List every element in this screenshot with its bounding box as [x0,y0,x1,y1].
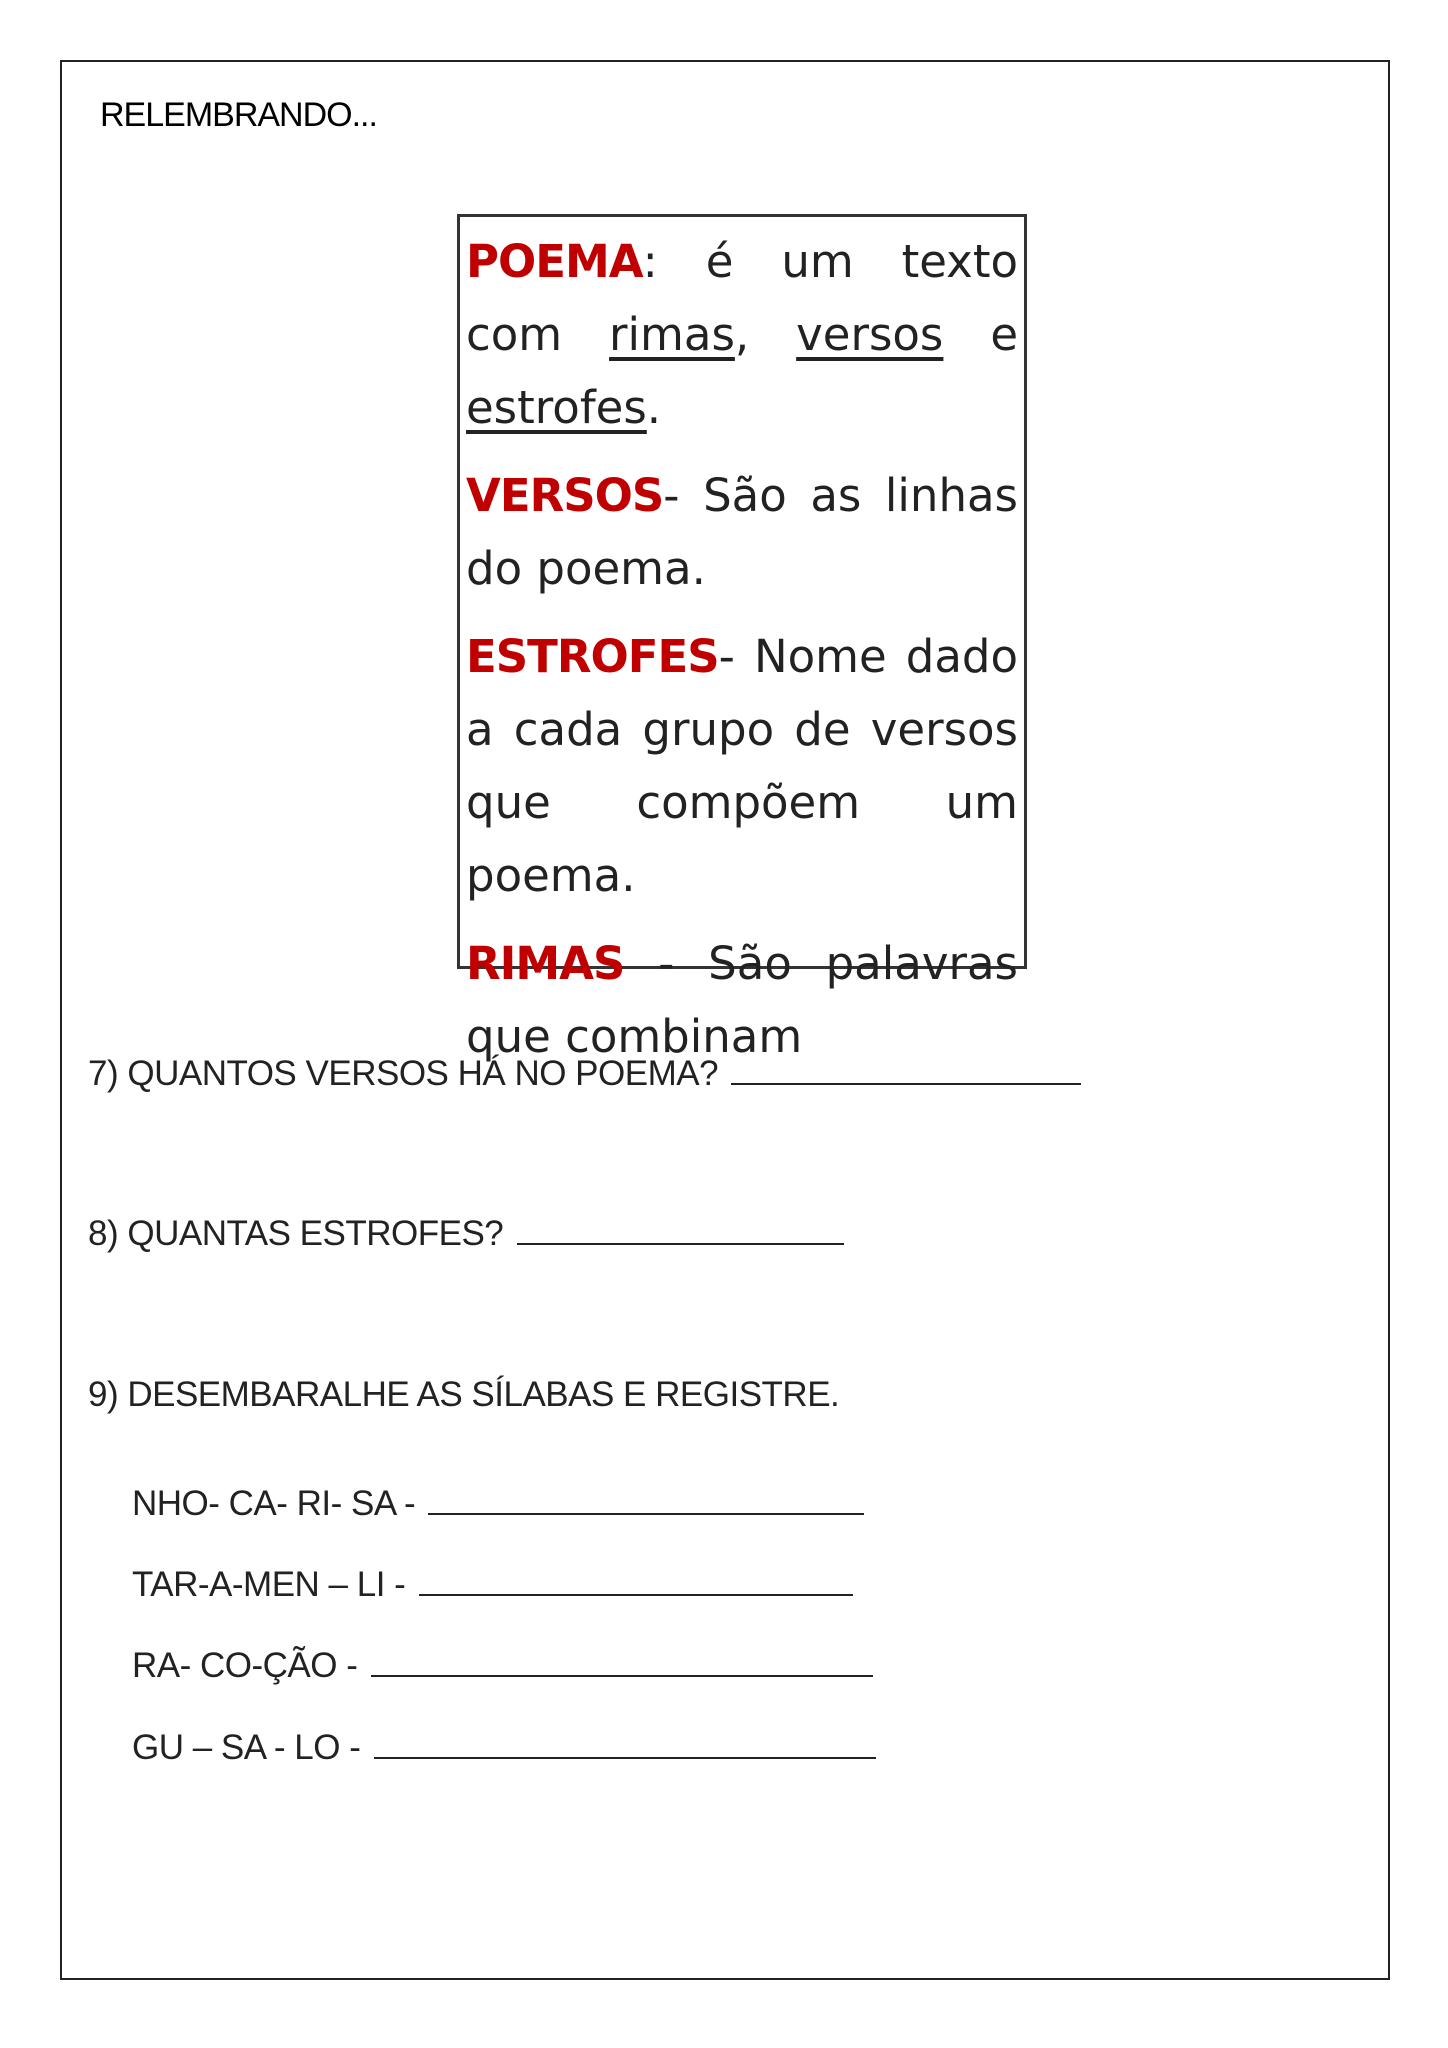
syllable-answer-line[interactable] [374,1727,876,1759]
definition-versos [466,459,1018,605]
word-versos: versos [796,308,944,361]
word-estrofes: estrofes [466,381,647,434]
word-rimas: rimas [609,308,735,361]
question-8 [88,1213,844,1254]
question-8-text: 8) QUANTAS ESTROFES? [88,1214,504,1253]
syllable-answer-line[interactable] [428,1483,864,1515]
syllable-prompt: GU – SA - LO - [132,1728,361,1767]
syllable-answer-line[interactable] [371,1645,873,1677]
syllable-answer-line[interactable] [419,1564,853,1596]
definition-text: . [646,381,662,434]
definition-poema [466,225,1018,444]
question-7-text: 7) QUANTOS VERSOS HÁ NO POEMA? [88,1054,719,1093]
term-versos: VERSOS [466,469,664,522]
syllable-prompt: RA- CO-ÇÃO - [132,1646,358,1685]
definition-text: - São as linhas do poema. [466,469,1018,595]
definition-estrofes [466,620,1018,912]
question-7 [88,1053,1081,1094]
syllable-item [132,1645,873,1686]
definition-text: e [943,308,1019,361]
question-9-text: 9) DESEMBARALHE AS SÍLABAS E REGISTRE. [88,1375,840,1414]
term-poema: POEMA [466,235,643,288]
syllable-item [132,1727,876,1768]
syllable-prompt: NHO- CA- RI- SA - [132,1484,416,1523]
page-heading: RELEMBRANDO... [100,96,377,134]
term-estrofes: ESTROFES [466,630,719,683]
definitions-box [457,214,1027,1063]
answer-line-7[interactable] [731,1053,1081,1085]
syllable-item [132,1564,853,1605]
question-9 [88,1375,839,1415]
definition-text: - São palavras que combinam [466,937,1018,1063]
definition-rimas [466,927,1018,1073]
definition-text: , [734,308,797,361]
definition-text: : é um texto com [466,235,1018,361]
term-rimas: RIMAS [466,937,625,990]
definition-text: - Nome dado a cada grupo de versos que compõem um poema. [466,630,1018,902]
answer-line-8[interactable] [517,1213,844,1245]
syllable-item [132,1483,864,1524]
syllable-prompt: TAR-A-MEN – LI - [132,1565,406,1604]
